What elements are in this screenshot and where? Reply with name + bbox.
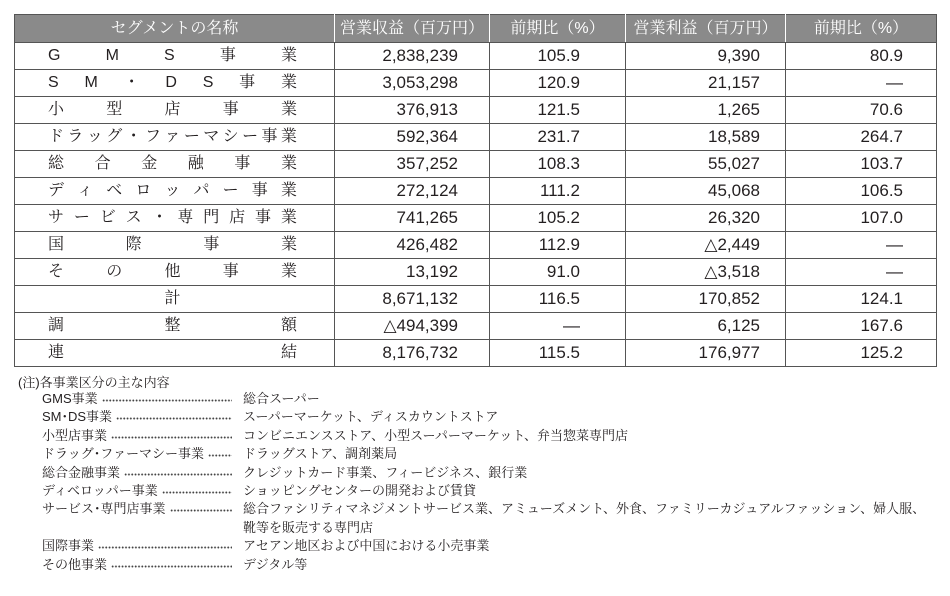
- operating-income-value: 6,125: [626, 313, 786, 340]
- segment-name-char: 結: [280, 344, 297, 362]
- segment-name-char: G: [48, 47, 61, 65]
- revenue-value: 13,192: [335, 259, 490, 286]
- segment-name-char: 事: [222, 263, 239, 281]
- segment-name: [48, 235, 297, 254]
- operating-income-value: 9,390: [626, 43, 786, 70]
- segment-name-char: 門: [203, 209, 220, 227]
- note-description-line: デジタル等: [243, 556, 308, 572]
- segment-name-char: 業: [280, 263, 297, 281]
- operating-income-value: 26,320: [626, 205, 786, 232]
- note-item: [42, 464, 925, 482]
- note-label-cell: [42, 445, 236, 463]
- revenue-yoy-value: 116.5: [490, 286, 626, 313]
- revenue-value: △494,399: [335, 313, 490, 340]
- note-label-cell: [42, 390, 236, 408]
- table-row: [15, 70, 937, 97]
- segment-name-cell: [15, 286, 335, 313]
- segment-name-char: パ: [193, 182, 210, 200]
- note-description: [243, 445, 397, 463]
- segment-name-char: 整: [164, 317, 181, 335]
- operating-income-yoy-value: 125.2: [786, 340, 937, 367]
- segment-name: [48, 262, 297, 281]
- note-label-cell: [42, 408, 236, 426]
- operating-income-yoy-value: 103.7: [786, 151, 937, 178]
- operating-income-yoy-value: —: [786, 259, 937, 286]
- operating-income-yoy-value: 80.9: [786, 43, 937, 70]
- segment-name-char: フ: [145, 128, 162, 146]
- segment-name-char: 業: [280, 47, 297, 65]
- revenue-yoy-value: 105.2: [490, 205, 626, 232]
- segment-name-char: 業: [280, 74, 297, 92]
- table-header-row: [15, 15, 937, 43]
- note-description-line: ドラッグストア、調剤薬局: [243, 446, 398, 462]
- table-row: [15, 259, 937, 286]
- note-item: [42, 500, 925, 537]
- segment-name-char: 総: [48, 155, 65, 173]
- note-description-line: 総合スーパー: [243, 391, 320, 406]
- note-description-line: 靴等を販売する専門店: [243, 519, 374, 535]
- operating-income-value: △2,449: [626, 232, 786, 259]
- segment-name-char: 事: [219, 47, 236, 65]
- table-row: [15, 178, 937, 205]
- operating-income-yoy-value: 264.7: [786, 124, 937, 151]
- segment-name-char: 際: [125, 236, 142, 254]
- segment-name-char: 事: [261, 128, 278, 146]
- revenue-value: 741,265: [335, 205, 490, 232]
- segment-name-cell: [15, 43, 335, 70]
- note-item: [42, 408, 925, 426]
- segment-name-char: ッ: [164, 182, 181, 200]
- segment-name-char: ッ: [86, 128, 103, 146]
- dot-leader: [162, 482, 232, 500]
- note-label-cell: [42, 556, 236, 574]
- segment-name: [48, 208, 297, 227]
- column-header-revenue-yoy: 前期比（%）: [490, 15, 626, 43]
- segment-name-char: 事: [239, 74, 256, 92]
- note-description: [243, 464, 527, 482]
- segment-name-char: ァ: [164, 128, 181, 146]
- note-description-line: スーパーマーケット、ディスカウントストア: [243, 409, 499, 425]
- note-description-line: コンビニエンスストア、小型スーパーマーケット、弁当惣菜専門店: [243, 427, 629, 443]
- segment-name: [48, 73, 297, 92]
- revenue-yoy-value: 91.0: [490, 259, 626, 286]
- table-row: [15, 124, 937, 151]
- segment-name-char: 調: [48, 317, 65, 335]
- segment-name-char: S: [202, 74, 214, 92]
- segment-name-char: 金: [141, 155, 158, 173]
- segment-name-char: ベ: [106, 182, 123, 200]
- note-label: SM･DS事業: [42, 409, 113, 425]
- segment-name-cell: [15, 232, 335, 259]
- segment-name-char: の: [106, 263, 123, 281]
- operating-income-yoy-value: —: [786, 232, 937, 259]
- revenue-value: 8,176,732: [335, 340, 490, 367]
- note-label: 総合金融事業: [42, 464, 121, 480]
- segment-name-cell: [15, 313, 335, 340]
- revenue-value: 426,482: [335, 232, 490, 259]
- segment-name-char: 専: [177, 209, 194, 227]
- note-label: その他事業: [42, 556, 108, 572]
- segment-name-char: シ: [222, 128, 239, 146]
- note-label-cell: [42, 482, 236, 500]
- segment-table-container: [14, 14, 937, 367]
- table-row: [15, 232, 937, 259]
- revenue-value: 3,053,298: [335, 70, 490, 97]
- revenue-value: 376,913: [335, 97, 490, 124]
- segment-name-char: 業: [280, 182, 297, 200]
- segment-name-char: 額: [280, 317, 297, 335]
- dot-leader: [116, 408, 232, 426]
- segment-name-char: M: [105, 47, 119, 65]
- operating-income-value: △3,518: [626, 259, 786, 286]
- note-label-cell: [42, 427, 236, 445]
- segment-name-char: 小: [48, 101, 65, 119]
- revenue-value: 8,671,132: [335, 286, 490, 313]
- segment-name-char: そ: [48, 263, 65, 281]
- note-description: [243, 537, 489, 555]
- dot-leader: [102, 390, 232, 408]
- segment-name-cell: [15, 178, 335, 205]
- segment-name-char: 事: [255, 209, 272, 227]
- note-description-line: アセアン地区および中国における小売事業: [243, 538, 490, 554]
- operating-income-yoy-value: 107.0: [786, 205, 937, 232]
- segment-name-char: 他: [164, 263, 181, 281]
- note-label-cell: [42, 464, 236, 482]
- segment-name-char: ・: [151, 209, 168, 227]
- segment-name-char: デ: [48, 182, 65, 200]
- table-row-consolidated: [15, 340, 937, 367]
- revenue-yoy-value: 111.2: [490, 178, 626, 205]
- segment-name-char: ド: [48, 128, 65, 146]
- revenue-yoy-value: —: [490, 313, 626, 340]
- segment-name-char: 店: [229, 209, 246, 227]
- segment-name-char: 計: [164, 290, 181, 308]
- segment-name-char: 国: [48, 236, 65, 254]
- segment-name-char: グ: [106, 128, 123, 146]
- note-description-line: クレジットカード事業、フィービジネス、銀行業: [243, 464, 528, 480]
- operating-income-value: 55,027: [626, 151, 786, 178]
- segment-name-char: 業: [280, 236, 297, 254]
- note-item: [42, 445, 925, 463]
- operating-income-yoy-value: 70.6: [786, 97, 937, 124]
- operating-income-value: 176,977: [626, 340, 786, 367]
- operating-income-yoy-value: 124.1: [786, 286, 937, 313]
- note-description: [243, 556, 307, 574]
- note-label: 国際事業: [42, 538, 95, 554]
- dot-leader: [98, 537, 232, 555]
- dot-leader: [208, 445, 232, 463]
- operating-income-value: 1,265: [626, 97, 786, 124]
- segment-name: [48, 343, 297, 362]
- segment-name: [48, 46, 297, 65]
- revenue-yoy-value: 121.5: [490, 97, 626, 124]
- table-row-subtotal: [15, 286, 937, 313]
- segment-name-char: ・: [125, 128, 142, 146]
- revenue-value: 272,124: [335, 178, 490, 205]
- note-description-line: ショッピングセンターの開発および賃貸: [243, 483, 476, 499]
- segment-name-char: 業: [280, 209, 297, 227]
- operating-income-value: 45,068: [626, 178, 786, 205]
- segment-name-char: 業: [280, 155, 297, 173]
- dot-leader: [124, 464, 232, 482]
- note-item: [42, 537, 925, 555]
- revenue-yoy-value: 108.3: [490, 151, 626, 178]
- note-description: [243, 427, 628, 445]
- revenue-yoy-value: 112.9: [490, 232, 626, 259]
- note-description: [243, 500, 925, 537]
- segment-name-char: ラ: [67, 128, 84, 146]
- note-description-line: 総合ファシリティマネジメントサービス業、アミューズメント、外食、ファミリーカジュアルファッション、婦人服、: [243, 501, 926, 517]
- segment-name-char: マ: [203, 128, 220, 146]
- segment-name-cell: [15, 259, 335, 286]
- segment-name-char: S: [164, 47, 175, 65]
- revenue-value: 357,252: [335, 151, 490, 178]
- segment-name-char: ビ: [99, 209, 116, 227]
- segment-name-char: サ: [48, 209, 65, 227]
- segment-name-char: 業: [280, 101, 297, 119]
- column-header-segment: セグメントの名称: [15, 15, 335, 43]
- segment-name: [48, 154, 297, 173]
- segment-name-char: 型: [106, 101, 123, 119]
- revenue-yoy-value: 105.9: [490, 43, 626, 70]
- dot-leader: [170, 500, 232, 518]
- operating-income-yoy-value: —: [786, 70, 937, 97]
- note-label: GMS事業: [42, 391, 98, 406]
- segment-name-char: D: [165, 74, 177, 92]
- operating-income-yoy-value: 106.5: [786, 178, 937, 205]
- segment-name-cell: [15, 97, 335, 124]
- segment-name-char: 事: [203, 236, 220, 254]
- note-label: サービス･専門店事業: [42, 501, 166, 517]
- note-item: [42, 482, 925, 500]
- note-label: 小型店事業: [42, 427, 108, 443]
- operating-income-value: 18,589: [626, 124, 786, 151]
- segment-name-char: ィ: [77, 182, 94, 200]
- column-header-operating-income-yoy: 前期比（%）: [786, 15, 937, 43]
- segment-name-char: 事: [234, 155, 251, 173]
- notes-list: [42, 390, 925, 574]
- segment-name-char: 業: [280, 128, 297, 146]
- revenue-value: 592,364: [335, 124, 490, 151]
- note-label-cell: [42, 500, 236, 518]
- dot-leader: [111, 427, 232, 445]
- segment-name-cell: [15, 340, 335, 367]
- segment-name: [48, 289, 297, 308]
- segment-name-char: ・: [123, 74, 140, 92]
- note-item: [42, 390, 925, 408]
- segment-name-char: 店: [164, 101, 181, 119]
- segment-name-char: ー: [183, 128, 200, 146]
- notes-title: (注)各事業区分の主な内容: [18, 375, 170, 390]
- segment-name: [48, 316, 297, 335]
- revenue-yoy-value: 231.7: [490, 124, 626, 151]
- table-row: [15, 205, 937, 232]
- operating-income-value: 21,157: [626, 70, 786, 97]
- table-row: [15, 43, 937, 70]
- revenue-yoy-value: 120.9: [490, 70, 626, 97]
- segment-name-char: ス: [125, 209, 142, 227]
- table-row-adjustment: [15, 313, 937, 340]
- segment-name-cell: [15, 205, 335, 232]
- segment-name-char: 融: [187, 155, 204, 173]
- note-label: ドラッグ･ファーマシー事業: [42, 446, 204, 462]
- operating-income-value: 170,852: [626, 286, 786, 313]
- note-label: ディベロッパー事業: [42, 483, 158, 499]
- revenue-value: 2,838,239: [335, 43, 490, 70]
- revenue-yoy-value: 115.5: [490, 340, 626, 367]
- note-description: [243, 482, 476, 500]
- segment-name-char: M: [84, 74, 98, 92]
- segment-name-char: ー: [242, 128, 259, 146]
- note-description: [243, 408, 498, 426]
- note-label-cell: [42, 537, 236, 555]
- segment-name-cell: [15, 151, 335, 178]
- segment-name-char: 連: [48, 344, 65, 362]
- segment-name-char: S: [48, 74, 59, 92]
- column-header-revenue: 営業収益（百万円）: [335, 15, 490, 43]
- table-row: [15, 151, 937, 178]
- segment-name-char: ー: [222, 182, 239, 200]
- segment-table: [14, 14, 937, 367]
- operating-income-yoy-value: 167.6: [786, 313, 937, 340]
- segment-name-char: 事: [251, 182, 268, 200]
- segment-name-char: 事: [222, 101, 239, 119]
- dot-leader: [111, 556, 232, 574]
- segment-name: [48, 181, 297, 200]
- segment-name-char: 合: [94, 155, 111, 173]
- segment-name-cell: [15, 70, 335, 97]
- note-description: [243, 390, 320, 408]
- segment-name-cell: [15, 124, 335, 151]
- segment-name: [48, 100, 297, 119]
- segment-name: [48, 127, 297, 146]
- table-row: [15, 97, 937, 124]
- column-header-operating-income: 営業利益（百万円）: [626, 15, 786, 43]
- note-item: [42, 427, 925, 445]
- segment-name-char: ロ: [135, 182, 152, 200]
- note-item: [42, 556, 925, 574]
- segment-name-char: ー: [73, 209, 90, 227]
